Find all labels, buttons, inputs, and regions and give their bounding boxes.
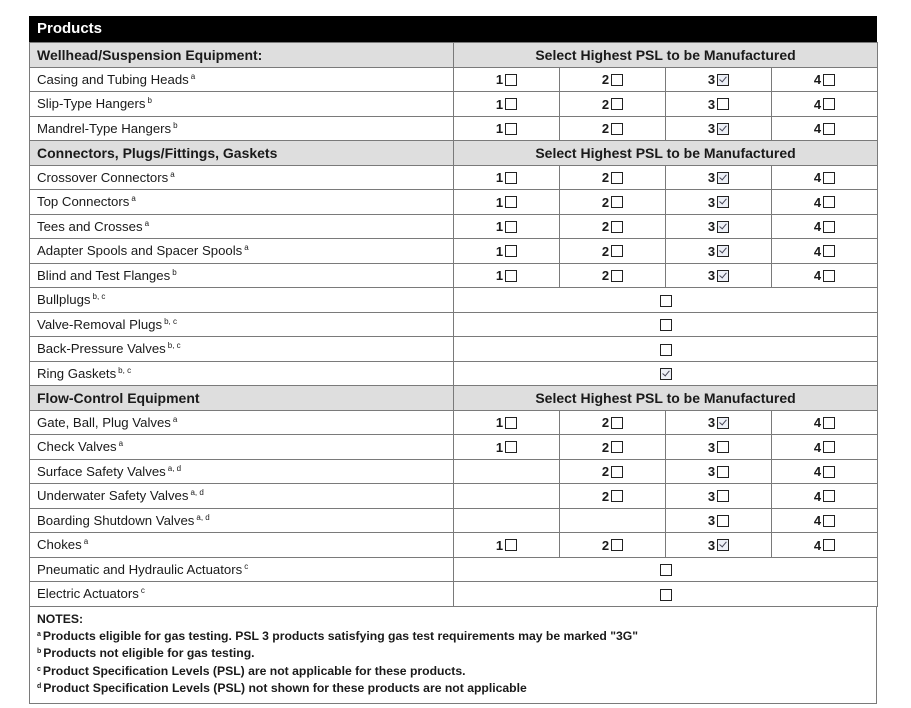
product-name: Casing and Tubing Heads [37,71,189,87]
psl-3-checkbox[interactable] [717,466,729,478]
product-name: Slip-Type Hangers [37,96,146,112]
psl-level-number: 1 [495,439,504,455]
footnote-ref: b [172,267,177,277]
product-name-cell [30,190,454,215]
product-name-cell [30,508,454,533]
product-name: Pneumatic and Hydraulic Actuators [37,561,243,577]
product-row-adapter-spools-and-spacer-spools [30,239,878,264]
psl-cell-4 [772,410,878,435]
product-name: Underwater Safety Valves [37,488,189,504]
psl-level-number: 1 [495,243,504,259]
psl-cell-1 [454,67,560,92]
psl-level-number: 3 [707,513,716,529]
footnote-ref: b [147,96,152,106]
product-name: Surface Safety Valves [37,463,166,479]
psl-level-number: 2 [601,219,610,235]
psl-1-checkbox[interactable] [505,417,517,429]
psl-4-checkbox[interactable] [823,539,835,551]
psl-cell-3 [666,239,772,264]
psl-level-number: 3 [707,415,716,431]
psl-cell-1 [454,484,560,509]
product-name: Bullplugs [37,292,91,308]
psl-1-checkbox[interactable] [505,270,517,282]
psl-cell-1 [454,263,560,288]
psl-cell-1 [454,508,560,533]
psl-cell-3 [666,190,772,215]
psl-level-number: 1 [495,268,504,284]
product-row-crossover-connectors [30,165,878,190]
footnote-ref: c [140,586,145,596]
note-marker: b [37,648,42,656]
product-name-cell [30,288,454,313]
psl-3-checkbox[interactable] [717,98,729,110]
psl-level-number: 1 [495,121,504,137]
psl-level-number: 3 [707,96,716,112]
footnote-ref: b, c [167,341,181,351]
psl-level-number: 4 [813,170,822,186]
product-name-cell [30,484,454,509]
product-name-cell [30,214,454,239]
applicability-cell [454,288,878,313]
product-row-valve-removal-plugs [30,312,878,337]
psl-3-checkbox[interactable] [717,74,729,86]
product-row-electric-actuators [30,582,878,607]
products-table [29,42,878,607]
psl-2-checkbox[interactable] [611,441,623,453]
notes-heading: NOTES: [37,611,84,626]
psl-cell-2 [560,92,666,117]
product-row-slip-type-hangers [30,92,878,117]
psl-level-number: 3 [707,268,716,284]
footnote-ref: a [131,194,136,204]
psl-level-number: 3 [707,439,716,455]
product-name: Top Connectors [37,194,130,210]
psl-cell-2 [560,533,666,558]
psl-cell-3 [666,92,772,117]
psl-1-checkbox[interactable] [505,98,517,110]
psl-3-checkbox[interactable] [717,196,729,208]
section-header-connectors-plugs-fittings-gaskets [30,141,878,166]
psl-cell-3 [666,508,772,533]
psl-3-checkbox[interactable] [717,539,729,551]
psl-cell-1 [454,190,560,215]
psl-level-number: 3 [707,121,716,137]
psl-cell-4 [772,533,878,558]
psl-4-checkbox[interactable] [823,221,835,233]
psl-level-number: 1 [495,170,504,186]
psl-level-number: 3 [707,464,716,480]
psl-level-number: 4 [813,72,822,88]
psl-3-checkbox[interactable] [717,270,729,282]
psl-cell-2 [560,263,666,288]
note-text: Product Specification Levels (PSL) not shown for these products are not applicable [43,681,527,696]
psl-cell-2 [560,484,666,509]
psl-level-number: 3 [707,72,716,88]
psl-level-number: 4 [813,268,822,284]
psl-cell-1 [454,533,560,558]
applicability-cell [454,312,878,337]
psl-cell-2 [560,239,666,264]
psl-1-checkbox[interactable] [505,539,517,551]
psl-level-number: 4 [813,464,822,480]
psl-4-checkbox[interactable] [823,417,835,429]
psl-cell-4 [772,263,878,288]
applicability-cell [454,337,878,362]
footnote-ref: a [172,414,178,424]
psl-level-number: 1 [495,194,504,210]
psl-2-checkbox[interactable] [611,539,623,551]
product-row-ring-gaskets [30,361,878,386]
psl-4-checkbox[interactable] [823,245,835,257]
product-checkbox[interactable] [660,368,672,380]
psl-cell-3 [666,214,772,239]
psl-cell-2 [560,165,666,190]
note-item [37,662,869,679]
product-row-top-connectors [30,190,878,215]
psl-level-number: 1 [495,72,504,88]
product-checkbox[interactable] [660,295,672,307]
psl-1-checkbox[interactable] [505,441,517,453]
product-checkbox[interactable] [660,344,672,356]
product-row-pneumatic-and-hydraulic-actuators [30,557,878,582]
footnote-ref: a, d [190,488,204,498]
psl-level-number: 2 [601,415,610,431]
psl-level-number: 2 [601,268,610,284]
psl-level-number: 3 [707,194,716,210]
note-marker: c [37,665,41,673]
product-checkbox[interactable] [660,319,672,331]
psl-2-checkbox[interactable] [611,98,623,110]
product-name: Ring Gaskets [37,365,117,381]
psl-1-checkbox[interactable] [505,245,517,257]
product-row-boarding-shutdown-valves [30,508,878,533]
product-name-cell [30,557,454,582]
psl-cell-3 [666,484,772,509]
psl-2-checkbox[interactable] [611,172,623,184]
psl-cell-2 [560,67,666,92]
psl-cell-3 [666,165,772,190]
psl-4-checkbox[interactable] [823,98,835,110]
product-name-cell [30,116,454,141]
footnote-ref: a [190,71,196,81]
psl-cell-2 [560,508,666,533]
psl-3-checkbox[interactable] [717,515,729,527]
psl-level-number: 2 [601,488,610,504]
psl-level-number: 3 [707,537,716,553]
psl-level-number: 4 [813,513,822,529]
psl-cell-1 [454,459,560,484]
product-name: Adapter Spools and Spacer Spools [37,243,243,259]
psl-2-checkbox[interactable] [611,123,623,135]
psl-level-number: 4 [813,121,822,137]
footnote-ref: a, d [167,463,182,473]
note-text: Products not eligible for gas testing. [43,646,255,661]
psl-level-number: 4 [813,439,822,455]
psl-3-checkbox[interactable] [717,490,729,502]
note-text: Products eligible for gas testing. PSL 3 products satisfying gas test requirements may be marked "3G" [42,628,639,643]
product-name-cell [30,312,454,337]
footnote-ref: a [244,243,249,253]
psl-cell-4 [772,459,878,484]
psl-level-number: 4 [813,219,822,235]
psl-cell-4 [772,116,878,141]
psl-4-checkbox[interactable] [823,123,835,135]
psl-cell-2 [560,435,666,460]
psl-cell-1 [454,214,560,239]
psl-cell-4 [772,190,878,215]
footnote-ref: b, c [164,316,177,326]
psl-2-checkbox[interactable] [611,245,623,257]
product-name-cell [30,165,454,190]
psl-cell-4 [772,239,878,264]
psl-level-number: 2 [601,96,610,112]
section-heading: Flow-Control Equipment [30,386,454,411]
psl-cell-3 [666,533,772,558]
psl-column-header: Select Highest PSL to be Manufactured [454,141,878,166]
psl-level-number: 2 [601,439,610,455]
product-name: Boarding Shutdown Valves [37,512,195,528]
product-name: Chokes [37,537,82,553]
psl-cell-3 [666,116,772,141]
product-name-cell [30,92,454,117]
product-row-back-pressure-valves [30,337,878,362]
product-name-cell [30,533,454,558]
product-name-cell [30,67,454,92]
psl-cell-1 [454,410,560,435]
footnote-ref: b, c [118,365,132,375]
footnote-ref: a [144,218,150,228]
psl-level-number: 2 [601,194,610,210]
psl-level-number: 2 [601,464,610,480]
section-heading: Wellhead/Suspension Equipment: [30,43,454,68]
applicability-cell [454,361,878,386]
product-row-chokes [30,533,878,558]
product-name-cell [30,582,454,607]
psl-cell-2 [560,214,666,239]
note-marker: d [37,683,42,691]
psl-level-number: 2 [601,170,610,186]
psl-cell-3 [666,263,772,288]
psl-level-number: 3 [707,170,716,186]
psl-cell-3 [666,410,772,435]
psl-level-number: 2 [601,72,610,88]
psl-3-checkbox[interactable] [717,245,729,257]
psl-2-checkbox[interactable] [611,417,623,429]
psl-4-checkbox[interactable] [823,490,835,502]
psl-level-number: 4 [813,243,822,259]
psl-cell-1 [454,116,560,141]
psl-level-number: 4 [813,96,822,112]
product-row-bullplugs [30,288,878,313]
product-name: Crossover Connectors [37,169,169,185]
psl-level-number: 1 [495,415,504,431]
psl-4-checkbox[interactable] [823,515,835,527]
psl-cell-4 [772,67,878,92]
psl-cell-3 [666,459,772,484]
product-row-casing-and-tubing-heads [30,67,878,92]
footnote-ref: a [83,537,89,547]
psl-level-number: 2 [601,121,610,137]
psl-1-checkbox[interactable] [505,172,517,184]
section-header-flow-control-equipment [30,386,878,411]
product-row-tees-and-crosses [30,214,878,239]
product-row-gate-ball-plug-valves [30,410,878,435]
psl-3-checkbox[interactable] [717,172,729,184]
note-marker: a [37,630,41,638]
psl-3-checkbox[interactable] [717,417,729,429]
psl-4-checkbox[interactable] [823,441,835,453]
psl-level-number: 1 [495,219,504,235]
psl-1-checkbox[interactable] [505,123,517,135]
psl-cell-4 [772,214,878,239]
psl-2-checkbox[interactable] [611,74,623,86]
footnote-ref: b, c [92,292,106,302]
psl-4-checkbox[interactable] [823,172,835,184]
psl-3-checkbox[interactable] [717,221,729,233]
product-name: Mandrel-Type Hangers [37,120,172,136]
psl-cell-4 [772,508,878,533]
psl-cell-4 [772,484,878,509]
psl-2-checkbox[interactable] [611,270,623,282]
product-row-blind-and-test-flanges [30,263,878,288]
note-text: Product Specification Levels (PSL) are not applicable for these products. [42,663,466,678]
footnote-ref: a [170,169,175,179]
psl-1-checkbox[interactable] [505,196,517,208]
psl-cell-1 [454,92,560,117]
applicability-cell [454,557,878,582]
psl-4-checkbox[interactable] [823,270,835,282]
applicability-cell [454,582,878,607]
psl-3-checkbox[interactable] [717,441,729,453]
psl-4-checkbox[interactable] [823,74,835,86]
psl-level-number: 1 [495,537,504,553]
product-name: Check Valves [37,439,117,455]
psl-cell-3 [666,435,772,460]
note-item [37,627,869,644]
psl-level-number: 2 [601,537,610,553]
psl-2-checkbox[interactable] [611,196,623,208]
psl-column-header: Select Highest PSL to be Manufactured [454,386,878,411]
product-checkbox[interactable] [660,589,672,601]
psl-level-number: 3 [707,488,716,504]
psl-4-checkbox[interactable] [823,466,835,478]
product-row-mandrel-type-hangers [30,116,878,141]
product-name-cell [30,435,454,460]
psl-3-checkbox[interactable] [717,123,729,135]
psl-2-checkbox[interactable] [611,490,623,502]
product-name-cell [30,337,454,362]
psl-column-header: Select Highest PSL to be Manufactured [454,43,878,68]
psl-cell-2 [560,410,666,435]
psl-level-number: 4 [813,415,822,431]
psl-level-number: 3 [707,243,716,259]
psl-cell-4 [772,435,878,460]
product-name-cell [30,263,454,288]
psl-cell-4 [772,165,878,190]
product-name: Electric Actuators [37,586,139,602]
psl-level-number: 4 [813,194,822,210]
product-name: Back-Pressure Valves [37,341,166,357]
psl-cell-3 [666,67,772,92]
psl-1-checkbox[interactable] [505,221,517,233]
product-row-check-valves [30,435,878,460]
footnote-ref: c [244,561,249,571]
product-name: Tees and Crosses [37,218,143,234]
product-name: Gate, Ball, Plug Valves [37,414,171,430]
products-form [29,16,877,704]
product-name-cell [30,459,454,484]
psl-4-checkbox[interactable] [823,196,835,208]
note-item [37,644,869,661]
product-checkbox[interactable] [660,564,672,576]
psl-2-checkbox[interactable] [611,221,623,233]
product-name-cell [30,410,454,435]
product-name-cell [30,361,454,386]
footnote-ref: a, d [196,512,210,522]
footnote-ref: b [173,120,178,130]
psl-level-number: 1 [495,96,504,112]
psl-cell-4 [772,92,878,117]
section-header-wellhead-suspension-equipment [30,43,878,68]
psl-2-checkbox[interactable] [611,466,623,478]
psl-cell-2 [560,116,666,141]
psl-1-checkbox[interactable] [505,74,517,86]
note-item [37,679,869,696]
psl-cell-1 [454,435,560,460]
product-row-underwater-safety-valves [30,484,878,509]
section-heading: Connectors, Plugs/Fittings, Gaskets [30,141,454,166]
footnote-ref: a [118,439,124,449]
notes-block [29,607,877,704]
product-name: Blind and Test Flanges [37,267,171,283]
products-title: Products [29,16,877,42]
product-name-cell [30,239,454,264]
psl-level-number: 3 [707,219,716,235]
psl-cell-1 [454,165,560,190]
product-name: Valve-Removal Plugs [37,316,163,332]
psl-cell-2 [560,190,666,215]
psl-cell-2 [560,459,666,484]
product-row-surface-safety-valves [30,459,878,484]
psl-level-number: 4 [813,537,822,553]
psl-cell-1 [454,239,560,264]
psl-level-number: 2 [601,243,610,259]
psl-level-number: 4 [813,488,822,504]
